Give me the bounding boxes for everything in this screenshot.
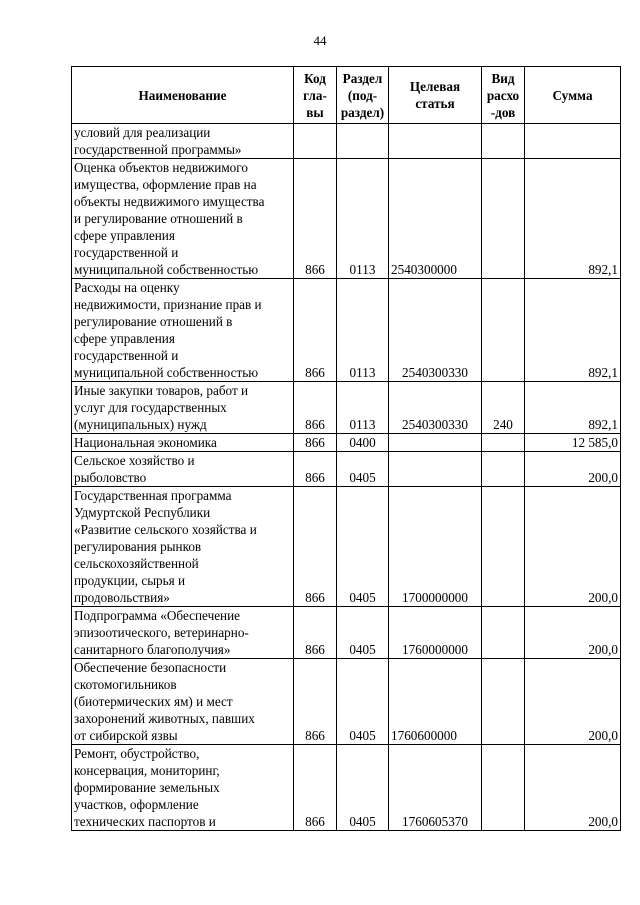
cell-section xyxy=(337,124,389,159)
cell-name: Национальная экономика xyxy=(72,434,294,452)
cell-code: 866 xyxy=(294,279,337,382)
cell-target: 1760000000 xyxy=(389,607,482,659)
cell-name: условий для реализации государственной программы» xyxy=(72,124,294,159)
cell-code xyxy=(294,124,337,159)
header-section: Раздел (под- раздел) xyxy=(337,67,389,124)
table-row xyxy=(72,159,621,279)
cell-name: Ремонт, обустройство, консервация, мониторинг, формирование земельных участков, оформление технических паспортов и xyxy=(72,745,294,831)
cell-name: Расходы на оценку недвижимости, признание прав и регулирование отношений в сфере управления государственной и муниципальной собственностью xyxy=(72,279,294,382)
cell-target: 1760605370 xyxy=(389,745,482,831)
cell-target: 1700000000 xyxy=(389,487,482,607)
cell-type xyxy=(482,659,525,745)
cell-target xyxy=(389,124,482,159)
cell-target xyxy=(389,452,482,487)
cell-code: 866 xyxy=(294,487,337,607)
cell-code: 866 xyxy=(294,159,337,279)
budget-table xyxy=(71,66,621,831)
cell-name: Обеспечение безопасности скотомогильников (биотермических ям) и мест захоронений животных, павших от сибирской язвы xyxy=(72,659,294,745)
cell-code: 866 xyxy=(294,452,337,487)
cell-sum: 12 585,0 xyxy=(525,434,621,452)
cell-section: 0113 xyxy=(337,159,389,279)
cell-section: 0405 xyxy=(337,745,389,831)
table-row xyxy=(72,434,621,452)
cell-sum: 892,1 xyxy=(525,159,621,279)
header-name: Наименование xyxy=(72,67,294,124)
cell-sum xyxy=(525,124,621,159)
cell-code: 866 xyxy=(294,607,337,659)
cell-section: 0405 xyxy=(337,659,389,745)
cell-type: 240 xyxy=(482,382,525,434)
table-row xyxy=(72,659,621,745)
cell-sum: 200,0 xyxy=(525,487,621,607)
page-number: 44 xyxy=(313,33,327,48)
cell-name: Государственная программа Удмуртской Республики «Развитие сельского хозяйства и регулирования рынков сельскохозяйственной продукции, сырья и продовольствия» xyxy=(72,487,294,607)
cell-target xyxy=(389,434,482,452)
cell-section: 0113 xyxy=(337,382,389,434)
cell-type xyxy=(482,434,525,452)
cell-section: 0405 xyxy=(337,607,389,659)
cell-type xyxy=(482,452,525,487)
cell-sum: 200,0 xyxy=(525,745,621,831)
header-type: Вид расхо -дов xyxy=(482,67,525,124)
cell-sum: 892,1 xyxy=(525,279,621,382)
cell-section: 0405 xyxy=(337,487,389,607)
table-row xyxy=(72,382,621,434)
cell-code: 866 xyxy=(294,382,337,434)
cell-name: Подпрограмма «Обеспечение эпизоотического, ветеринарно- санитарного благополучия» xyxy=(72,607,294,659)
cell-code: 866 xyxy=(294,434,337,452)
cell-target: 1760600000 xyxy=(389,659,482,745)
cell-target: 2540300330 xyxy=(389,279,482,382)
cell-type xyxy=(482,124,525,159)
header-sum: Сумма xyxy=(525,67,621,124)
cell-type xyxy=(482,279,525,382)
cell-type xyxy=(482,607,525,659)
header-target: Целевая статья xyxy=(389,67,482,124)
cell-code: 866 xyxy=(294,659,337,745)
cell-sum: 200,0 xyxy=(525,659,621,745)
cell-section: 0400 xyxy=(337,434,389,452)
table-row xyxy=(72,279,621,382)
cell-target: 2540300000 xyxy=(389,159,482,279)
table-row xyxy=(72,745,621,831)
cell-sum: 200,0 xyxy=(525,452,621,487)
cell-code: 866 xyxy=(294,745,337,831)
cell-name: Иные закупки товаров, работ и услуг для государственных (муниципальных) нужд xyxy=(72,382,294,434)
header-code: Код гла- вы xyxy=(294,67,337,124)
cell-sum: 892,1 xyxy=(525,382,621,434)
cell-sum: 200,0 xyxy=(525,607,621,659)
table-row xyxy=(72,452,621,487)
table-row xyxy=(72,124,621,159)
cell-name: Оценка объектов недвижимого имущества, оформление прав на объекты недвижимого имущества и регулирование отношений в сфере управления государственной и муниципальной собственностью xyxy=(72,159,294,279)
cell-type xyxy=(482,487,525,607)
cell-type xyxy=(482,745,525,831)
cell-target: 2540300330 xyxy=(389,382,482,434)
cell-type xyxy=(482,159,525,279)
table-row xyxy=(72,607,621,659)
header-row xyxy=(72,67,621,124)
cell-section: 0405 xyxy=(337,452,389,487)
cell-section: 0113 xyxy=(337,279,389,382)
table-row xyxy=(72,487,621,607)
cell-name: Сельское хозяйство и рыболовство xyxy=(72,452,294,487)
